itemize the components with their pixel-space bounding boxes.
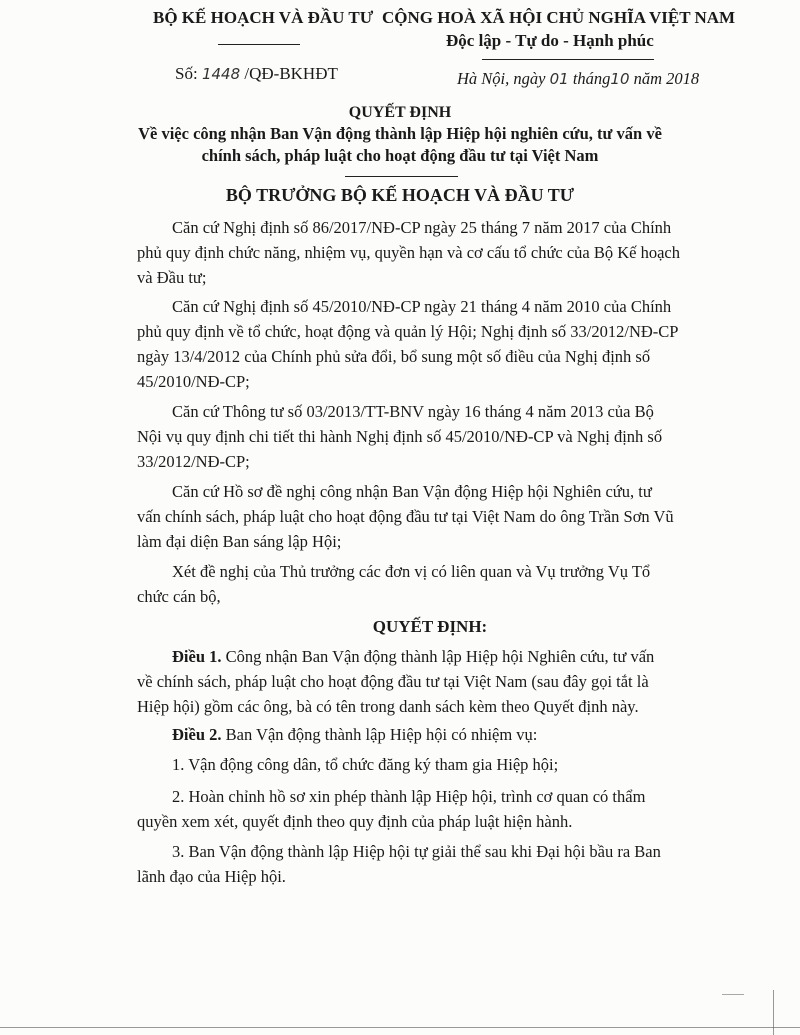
article-2-label: Điều 2. (172, 725, 222, 744)
number-suffix: /QĐ-BKHĐT (244, 64, 338, 83)
article-2-line1 (172, 725, 537, 745)
article-2-text: Ban Vận động thành lập Hiệp hội có nhiệm vụ: (225, 725, 538, 744)
scan-edge-mark (722, 994, 744, 995)
handwritten-day: 01 (549, 70, 569, 88)
article-1-label: Điều 1. (172, 647, 222, 666)
motto-underline (482, 59, 654, 60)
date-part2: tháng (572, 69, 611, 88)
preamble-line: Căn cứ Nghị định số 86/2017/NĐ-CP ngày 25 tháng 7 năm 2017 của Chính (172, 218, 672, 237)
preamble-line: ngày 13/4/2012 của Chính phủ sửa đổi, bổ sung một số điều của Nghị định số (137, 347, 651, 366)
article-1-line1 (172, 647, 654, 667)
article-2-item: 3. Ban Vận động thành lập Hiệp hội tự giải thể sau khi Đại hội bầu ra Ban (172, 842, 661, 861)
article-2-item: 1. Vận động công dân, tổ chức đăng ký tham gia Hiệp hội; (172, 755, 559, 774)
preamble-line: 33/2012/NĐ-CP; (137, 452, 250, 471)
national-motto: Độc lập - Tự do - Hạnh phúc (446, 31, 654, 50)
ministry-name: BỘ KẾ HOẠCH VÀ ĐẦU TƯ (153, 8, 374, 27)
issuing-authority: BỘ TRƯỞNG BỘ KẾ HOẠCH VÀ ĐẦU TƯ (225, 185, 575, 205)
preamble-line: Căn cứ Thông tư số 03/2013/TT-BNV ngày 16 tháng 4 năm 2013 của Bộ (172, 402, 654, 421)
preamble-line: và Đầu tư; (137, 268, 207, 287)
handwritten-number: 1448 (201, 65, 241, 83)
article-2-item: quyền xem xét, quyết định theo quy định của pháp luật hiện hành. (137, 812, 573, 831)
date-part3: năm 2018 (633, 69, 700, 88)
decision-subject-line2: chính sách, pháp luật cho hoạt động đầu tư tại Việt Nam (201, 146, 599, 165)
article-1-line2: về chính sách, pháp luật cho hoạt động đầu tư tại Việt Nam (sau đây gọi tắt là (137, 672, 649, 691)
scan-edge-line (773, 990, 774, 1035)
republic-name: CỘNG HOÀ XÃ HỘI CHỦ NGHĨA VIỆT NAM (382, 8, 736, 27)
article-2-item: lãnh đạo của Hiệp hội. (137, 867, 286, 886)
preamble-line: chức cán bộ, (137, 587, 221, 606)
preamble-line: vấn chính sách, pháp luật cho hoạt động đầu tư tại Việt Nam do ông Trần Sơn Vũ (137, 507, 674, 526)
preamble-line: Nội vụ quy định chi tiết thi hành Nghị định số 45/2010/NĐ-CP và Nghị định số (137, 427, 663, 446)
decision-subject-line1: Về việc công nhận Ban Vận động thành lập Hiệp hội nghiên cứu, tư vấn về (138, 124, 662, 143)
date-part1: Hà Nội, ngày (457, 69, 546, 88)
article-1-line3: Hiệp hội) gồm các ông, bà có tên trong danh sách kèm theo Quyết định này. (137, 697, 639, 716)
document-date (457, 69, 699, 89)
preamble-line: làm đại diện Ban sáng lập Hội; (137, 532, 342, 551)
decision-heading: QUYẾT ĐỊNH: (372, 617, 488, 636)
preamble-line: Căn cứ Nghị định số 45/2010/NĐ-CP ngày 21 tháng 4 năm 2010 của Chính (172, 297, 672, 316)
handwritten-month: 10 (610, 70, 630, 88)
article-1-text: Công nhận Ban Vận động thành lập Hiệp hội Nghiên cứu, tư vấn (225, 647, 655, 666)
article-2-item: 2. Hoàn chỉnh hồ sơ xin phép thành lập Hiệp hội, trình cơ quan có thẩm (172, 787, 646, 806)
preamble-line: phủ quy định chức năng, nhiệm vụ, quyền hạn và cơ cấu tổ chức của Bộ Kế hoạch (137, 243, 680, 262)
number-prefix: Số: (175, 64, 198, 83)
preamble-line: 45/2010/NĐ-CP; (137, 372, 250, 391)
ministry-underline (218, 44, 300, 45)
scan-edge-line (0, 1027, 800, 1028)
document-number (175, 64, 338, 84)
preamble-line: Căn cứ Hồ sơ đề nghị công nhận Ban Vận động Hiệp hội Nghiên cứu, tư (172, 482, 652, 501)
preamble-line: Xét đề nghị của Thủ trưởng các đơn vị có liên quan và Vụ trưởng Vụ Tổ (172, 562, 651, 581)
title-underline (345, 176, 458, 177)
preamble-line: phủ quy định về tổ chức, hoạt động và quản lý Hội; Nghị định số 33/2012/NĐ-CP (137, 322, 679, 341)
decision-title: QUYẾT ĐỊNH (348, 104, 452, 121)
